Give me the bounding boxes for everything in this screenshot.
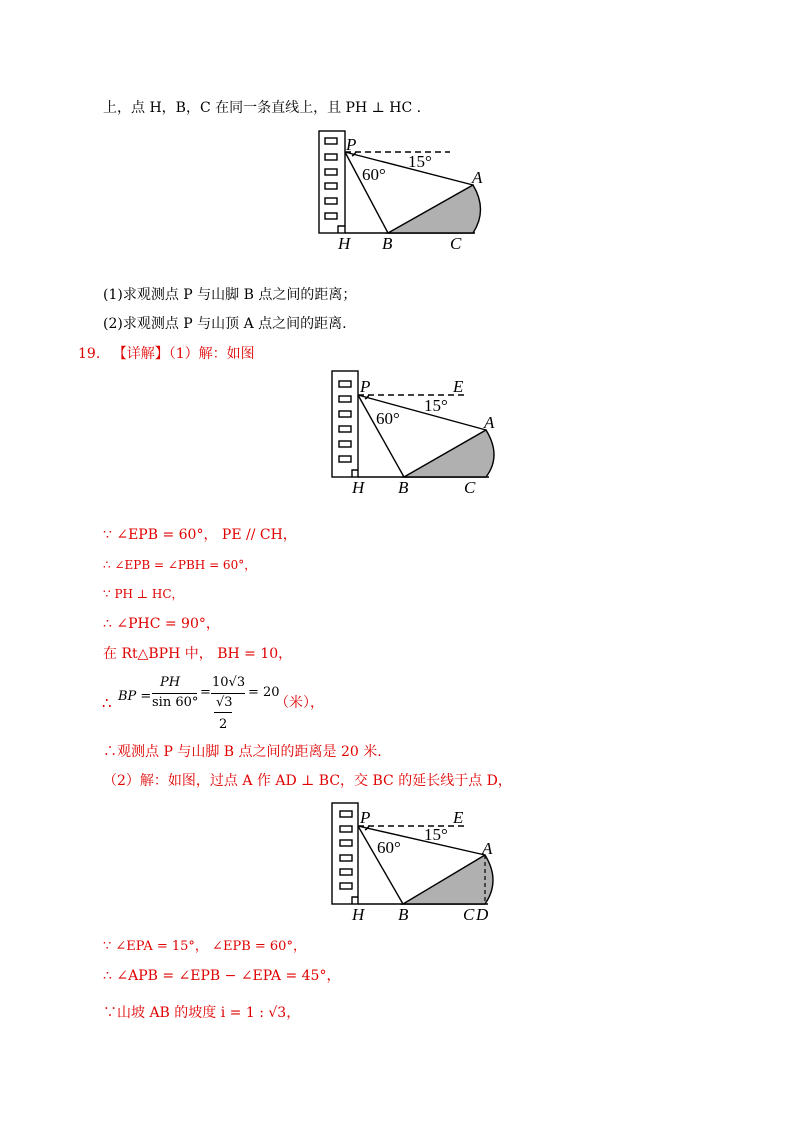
angle-15: 15° [408, 152, 432, 171]
label-p: P [346, 135, 357, 154]
step1-5: 在 Rt△BPH 中， BH = 10， [103, 646, 293, 662]
step2-1: ∵ ∠EPA = 15°， ∠EPB = 60°， [103, 939, 306, 954]
figure-3 [312, 800, 512, 925]
answer-header [78, 345, 255, 363]
label-b: B [382, 234, 393, 253]
formula [100, 672, 340, 736]
label-e: E [453, 377, 464, 396]
step2-3: ∵山坡 AB 的坡度 i = 1 : √3， [103, 1005, 301, 1021]
answer-part1-intro: （1）解：如图 [168, 346, 255, 362]
figure-2 [312, 368, 512, 498]
label-c: C [464, 478, 476, 497]
label-h: H [352, 905, 365, 924]
label-a: A [484, 413, 495, 432]
step1-3: ∵ PH ⊥ HC， [103, 587, 184, 601]
label-d: D [476, 905, 489, 924]
formula-num1: PH [160, 675, 181, 690]
label-a: A [472, 168, 483, 187]
formula-eq: = [200, 685, 211, 700]
formula-result: = 20 [248, 685, 280, 700]
step1-4: ∴ ∠PHC = 90°， [103, 616, 220, 632]
fraction-bar-2 [211, 693, 245, 694]
answer-number: 19. [78, 346, 101, 362]
angle-60: 60° [362, 165, 386, 184]
label-p: P [360, 377, 371, 396]
label-p: P [360, 808, 371, 827]
angle-60: 60° [376, 409, 400, 428]
angle-15: 15° [424, 396, 448, 415]
angle-60: 60° [377, 838, 401, 857]
label-b: B [398, 478, 409, 497]
step1-2: ∴ ∠EPB = ∠PBH = 60°， [103, 558, 257, 572]
fraction-bar-3 [214, 712, 232, 713]
label-h: H [338, 234, 351, 253]
formula-lhs: BP = [118, 689, 152, 704]
label-c: C [463, 905, 475, 924]
question-1: (1)求观测点 P 与山脚 B 点之间的距离； [103, 287, 357, 303]
label-h: H [352, 478, 365, 497]
figure-1 [300, 128, 500, 253]
formula-den1: sin 60° [152, 695, 199, 710]
conclusion-1: ∴观测点 P 与山脚 B 点之间的距离是 20 米. [103, 744, 382, 760]
label-b: B [398, 905, 409, 924]
formula-den2-sub: 2 [219, 717, 228, 732]
formula-unit: （米）， [275, 695, 324, 711]
label-c: C [450, 234, 462, 253]
question-2: (2)求观测点 P 与山顶 A 点之间的距离. [103, 316, 347, 332]
step1-1: ∵ ∠EPB = 60°， PE // CH， [103, 527, 297, 543]
label-a: A [482, 839, 493, 858]
part2-intro: （2）解：如图，过点 A 作 AD ⊥ BC，交 BC 的延长线于点 D， [103, 773, 512, 789]
label-e: E [453, 808, 464, 827]
formula-prefix: ∴ [102, 694, 112, 712]
step2-2: ∴ ∠APB = ∠EPB − ∠EPA = 45°， [103, 968, 341, 984]
fraction-bar-1 [152, 693, 197, 694]
angle-15: 15° [424, 825, 448, 844]
answer-tag: 【详解】 [112, 346, 169, 362]
intro-line: 上，点 H，B，C 在同一条直线上，且 PH ⊥ HC . [103, 100, 422, 116]
formula-den2: √3 [216, 695, 233, 710]
formula-num2: 10√3 [212, 675, 246, 690]
